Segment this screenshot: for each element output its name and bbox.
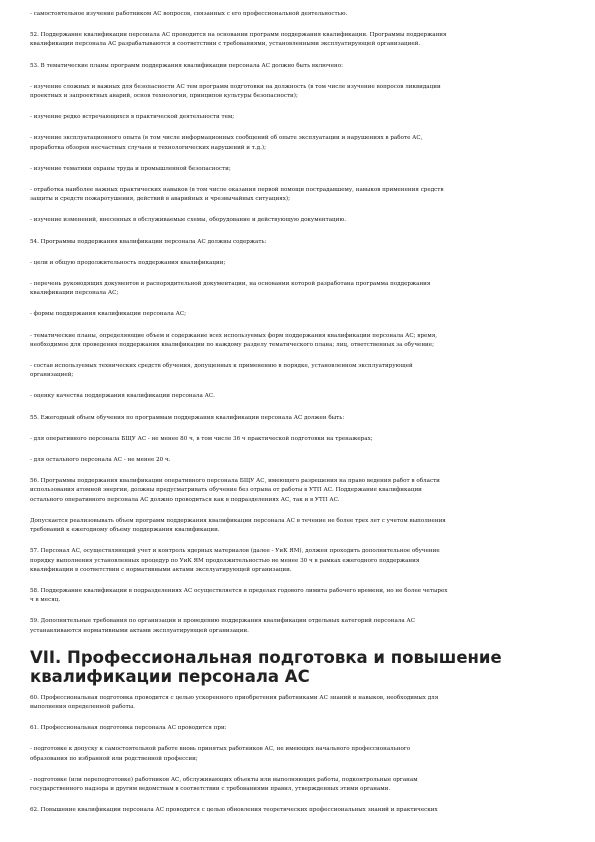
paragraph: - формы поддержания квалификации персонала АС; [30,311,186,318]
paragraph: 60. Профессиональная подготовка проводится с целью ускоренного приобретения работниками АС знаний и навыков, необходимых для выполнения определенной работы. [30,694,439,710]
paragraph: 57. Персонал АС, осуществляющий учет и контроль ядерных материалов (далее - УиК ЯМ), должен проходить дополнительное обучение порядку выполнения установленных процедур по УиК ЯМ продолжительностью не менее 30 ч в рамках ежегодного поддержания квалификации в соответствии с нормативными актами эксплуатирующей организации. [30,548,440,573]
paragraph: - изучение эксплуатационного опыта (в том числе информационных сообщений об опыте эксплуатации и нарушениях в работе АС, проработка обзоров несчастных случаев и технологических нарушений и т.д.); [30,135,423,151]
paragraph: 54. Программы поддержания квалификации персонала АС должны содержать: [30,238,267,245]
paragraphs-bottom [30,694,565,816]
paragraph: - изучение сложных и важных для безопасности АС тем программ подготовки на должность (в том числе изучение вопросов ликвидации проектных и запроектных аварий, основ технологии, принципов культуры безопасности); [30,83,441,100]
paragraph: 55. Ежегодный объем обучения по программам поддержания квалификации персонала АС должен быть: [30,414,345,421]
paragraph: - изучение изменений, внесенных в обслуживаемые схемы, оборудование и действующую документацию. [30,217,347,224]
paragraph: 58. Поддержание квалификации в подразделениях АС осуществляется в пределах годового лимита рабочего времени, но не более четырех ч в месяц. [30,587,448,604]
paragraph: 61. Профессиональная подготовка персонала АС проводится при: [30,725,227,732]
paragraph: 56. Программы поддержания квалификации оперативного персонала БЩУ АС, имеющего разрешения на право ведения работ в области использования атомной энергии, должны предусматривать обучение без отрыва от работы в УТП АС. Поддержание квалификации остального оперативного персонала АС должно проводиться как в подразделениях АС, так и в УТП АС. [30,478,440,503]
paragraph: 59. Дополнительные требования по организации и проведению поддержания квалификации отдельных категорий персонала АС устанавливаются нормативными актами эксплуатирующей организации. [30,618,415,634]
paragraph: - оценку качества поддержания квалификации персонала АС. [30,393,215,400]
paragraphs-top [30,10,565,636]
paragraph: - для оперативного персонала БЩУ АС - не менее 80 ч, в том числе 36 ч практической подготовки на тренажерах; [30,435,373,442]
paragraph: - подготовке к допуску к самостоятельной работе вновь принятых работников АС, не имеющих начального профессионального образования по избранной или родственной профессии; [30,746,411,762]
paragraph: - цели и общую продолжительность поддержания квалификации; [30,259,226,266]
paragraph: - самостоятельное изучение работником АС вопросов, связанных с его профессиональной деятельностью. [30,11,348,17]
section-heading: VII. Профессиональная подготовка и повышение квалификации персонала АС [30,647,502,686]
paragraph: - изучение тематики охраны труда и промышленной безопасности; [30,165,231,172]
paragraph: 52. Поддержание квалификации персонала АС проводится на основании программ поддержания квалификации. Программы поддержания квалификации персонала АС разрабатываются в соответствии с требованиями, установленными эксплуатирующей организацией. [30,32,447,48]
paragraph: Допускается реализовывать объем программ поддержания квалификации персонала АС в течение не более трех лет с учетом выполнения требований к ежегодному объему поддержания квалификации. [30,517,446,534]
paragraph: - для остального персонала АС - не менее 20 ч. [30,457,171,464]
paragraph: - изучение редко встречающихся в практической деятельности тем; [30,114,235,121]
paragraph: 62. Повышение квалификации персонала АС проводится с целью обновления теоретических профессиональных знаний и практических [30,807,438,814]
paragraph: 53. В тематические планы программ поддержания квалификации персонала АС должно быть включено: [30,62,343,69]
paragraph: - тематические планы, определяющие объем и содержание всех используемых форм поддержания квалификации персонала АС; время, необходимое для проведения поддержания квалификации по каждому разделу тематического плана; лиц, ответственных за обучение; [30,332,438,348]
paragraph: - перечень руководящих документов и распорядительной документации, на основании которой разработана программа поддержания квалификации персонала АС; [30,281,431,297]
paragraph: - состав используемых технических средств обучения, допущенных к применению в порядке, установленном эксплуатирующей организацией; [30,363,413,379]
paragraph: - подготовке (или переподготовке) работников АС, обслуживающих объекты или выполняющих работы, подконтрольные органам государственного надзора и другим ведомствам в соответствии с требованиями правил, утвержденных этими органами. [30,776,418,792]
paragraph: - отработка наиболее важных практических навыков (в том числе оказания первой помощи пострадавшему, навыков применения средств защиты и средств пожаротушения, действий в аварийных и чрезвычайных ситуациях); [30,187,444,203]
